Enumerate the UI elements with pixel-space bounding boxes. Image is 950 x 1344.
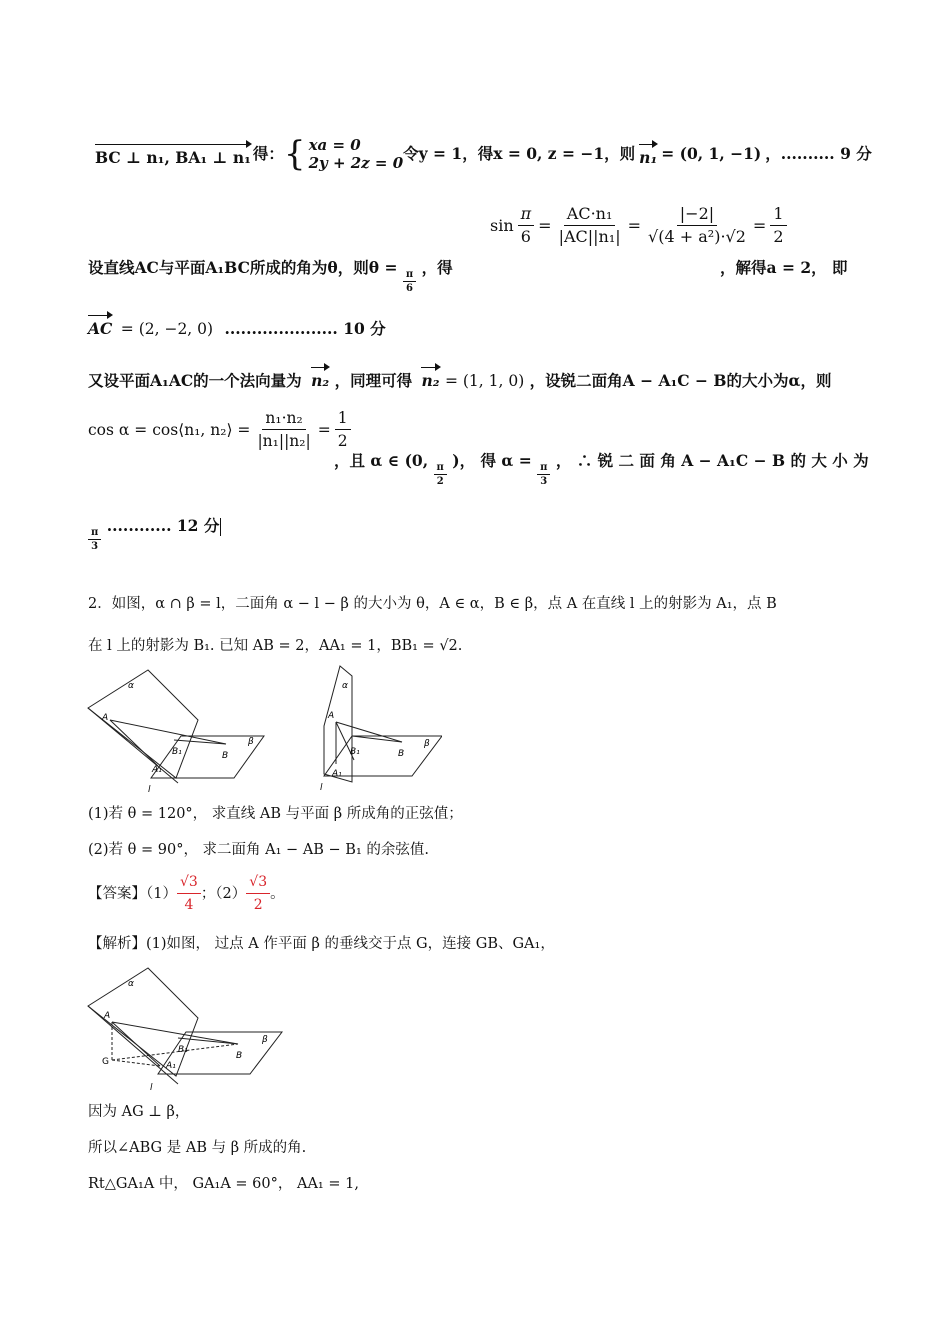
conclusion-text: ， ∴ 锐 二 面 角 A − A₁C − B 的 大 小 为 [555, 451, 869, 470]
n2-value: = (1, 1, 0) [444, 372, 525, 390]
ac-vector: AC [88, 312, 112, 339]
fig2-A: A [328, 711, 335, 721]
pi-over-3 [537, 462, 550, 487]
n1-n2-fraction [254, 408, 313, 451]
q2-statement-2: 在 l 上的射影为 B₁. 已知 AB = 2，AA₁ = 1，BB₁ = √2. [88, 638, 463, 654]
pi3-den: 3 [540, 476, 548, 487]
fig1-beta: β [248, 737, 254, 747]
fig1-A: A [102, 713, 109, 723]
pi-over-6 [518, 204, 535, 247]
right-triangle-line: Rt△GA₁A 中， GA₁A = 60°， AA₁ = 1, [88, 1176, 359, 1192]
fig2-A1: A₁ [332, 769, 342, 779]
figure-dihedral-90 [312, 664, 442, 798]
theta-den: 6 [406, 283, 414, 294]
line-4 [88, 364, 831, 391]
score-9: ，.......... 9 分 [765, 144, 872, 163]
score-10: ..................... 10 分 [224, 319, 386, 338]
pi-over-2 [434, 462, 447, 487]
pi2-num: π [434, 462, 447, 475]
half-num: 1 [770, 204, 786, 226]
fig3-A: A [104, 1011, 111, 1021]
n1-vector: n₁ [639, 141, 657, 168]
n1n2-num: n₁·n₂ [262, 408, 305, 430]
text-cursor [220, 518, 221, 536]
six-den: 6 [520, 227, 531, 246]
pi2-den: 2 [436, 476, 444, 487]
fig3-l: l [150, 1083, 153, 1093]
alpha-range-text: ，且 α ∈ (0, [334, 451, 429, 470]
fig3-B: B [236, 1051, 243, 1061]
subquestion-1: (1)若 θ = 120°， 求直线 AB 与平面 β 所成角的正弦值； [88, 806, 463, 822]
fig3-alpha: α [128, 979, 134, 989]
abs-num: |−2| [677, 204, 717, 226]
theta-fraction [403, 269, 416, 294]
ac-n1-den: |AC||n₁| [558, 227, 621, 246]
figure-2-svg [312, 664, 442, 794]
answer-separator: ；（2） [200, 885, 247, 902]
answer-1-den: 4 [184, 897, 194, 913]
get-alpha-text: )， 得 α = [452, 451, 532, 470]
line-5-right [334, 451, 869, 487]
fig3-B1: B₁ [178, 1045, 188, 1055]
figure-3-svg [86, 966, 286, 1094]
dihedral-text: ，设锐二面角A − A₁C − B的大小为α，则 [529, 371, 832, 390]
sqrt-den: √(4 + a²)·√2 [648, 227, 746, 246]
answer-end: 。 [270, 885, 285, 902]
system-row-2: 2y + 2z = 0 [308, 154, 404, 172]
theta-num: π [403, 269, 416, 282]
similarly-text: ，同理可得 [334, 371, 413, 390]
cos-half [335, 408, 351, 451]
fig2-B1: B₁ [350, 747, 360, 757]
fig1-A1: A₁ [152, 765, 162, 775]
analysis-line: 【解析】(1)如图， 过点 A 作平面 β 的垂线交于点 G，连接 GB、GA₁， [88, 936, 555, 952]
vector-bc-ba1-perp-n1: BC ⊥ n₁, BA₁ ⊥ n₁ [95, 141, 251, 168]
equation-system [284, 136, 403, 172]
fig1-B: B [222, 751, 229, 761]
system-row-1: xa = 0 [308, 136, 361, 154]
line-2-left [88, 258, 453, 294]
ac-value: = (2, −2, 0) [120, 320, 214, 338]
line-6 [88, 516, 221, 552]
therefore-line: 所以∠ABG 是 AB 与 β 所成的角. [88, 1140, 307, 1156]
brace-icon: { [283, 134, 306, 174]
subquestion-2: (2)若 θ = 90°， 求二面角 A₁ − AB − B₁ 的余弦值. [88, 842, 429, 858]
line-3 [88, 312, 386, 339]
figure-dihedral-120 [86, 668, 276, 800]
ac-n1-num: AC·n₁ [564, 204, 616, 226]
fig2-l: l [320, 783, 323, 793]
fig2-beta: β [424, 739, 430, 749]
figure-1-svg [86, 668, 276, 796]
answer-label: 【答案】（1） [88, 885, 177, 902]
fig2-alpha: α [342, 681, 348, 691]
cos-half-den: 2 [337, 432, 348, 450]
cos-half-num: 1 [335, 408, 351, 430]
n2-vector: n₂ [311, 364, 329, 391]
half-fraction [770, 204, 786, 247]
cos-label: cos α = cos⟨n₁, n₂⟩ = [88, 420, 251, 439]
pi-num: π [518, 204, 535, 226]
answer-2-den: 2 [253, 897, 263, 913]
final-pi-over-3 [88, 527, 101, 552]
n1n2-den: |n₁||n₂| [257, 432, 311, 450]
equation-line-1 [95, 136, 872, 172]
answer-1-num: √3 [177, 872, 201, 894]
sin-label: sin [490, 215, 514, 235]
fig3-beta: β [262, 1035, 268, 1045]
because-line: 因为 AG ⊥ β， [88, 1104, 190, 1120]
fig1-B1: B₁ [172, 747, 182, 757]
solve-text: ，解得a = 2， 即 [720, 258, 848, 277]
equals: = [317, 420, 331, 439]
normal-vector-text: 又设平面A₁AC的一个法向量为 [88, 371, 302, 390]
let-y-text: 令y = 1，得x = 0, z = −1，则 [403, 144, 636, 163]
answer-line [88, 872, 285, 915]
fig3-G: G [102, 1057, 109, 1067]
ac-n1-fraction [556, 204, 624, 247]
figure-projection-g [86, 966, 286, 1098]
answer-2-num: √3 [246, 872, 270, 894]
n1-value: = (0, 1, −1) [661, 144, 762, 163]
half-den: 2 [773, 227, 784, 246]
answer-2-fraction [246, 872, 270, 915]
pi3-num: π [537, 462, 550, 475]
sin-equation: sin $\frac{\pi}{6}$ = $\frac{\text{AC·n₁}}{\text{|AC||n₁|}}$ = $\frac{|-2|}{\text{√(4 + a²)·√2}}$ = $\frac{1}{2}$ [490, 204, 787, 247]
de-text: ，得 [421, 258, 453, 277]
final-pi-num: π [88, 527, 101, 540]
angle-def-text: 设直线AC与平面A₁BC所成的角为θ，则θ = [88, 258, 398, 277]
fig1-alpha: α [128, 681, 134, 691]
de-label: 得： [252, 144, 284, 163]
n2-vector-2: n₂ [421, 364, 439, 391]
cos-formula [88, 408, 351, 451]
final-pi-den: 3 [91, 541, 99, 552]
answer-1-fraction [177, 872, 201, 915]
fig2-B: B [398, 749, 405, 759]
q2-statement-1: 2．如图，α ∩ β = l，二面角 α − l − β 的大小为 θ，A ∈ α，B ∈ β，点 A 在直线 l 上的射影为 A₁，点 B [88, 596, 777, 612]
score-12: ............ 12 分 [106, 516, 220, 535]
abs-fraction [645, 204, 749, 247]
fig3-A1: A₁ [166, 1061, 176, 1071]
fig1-l: l [148, 785, 151, 795]
